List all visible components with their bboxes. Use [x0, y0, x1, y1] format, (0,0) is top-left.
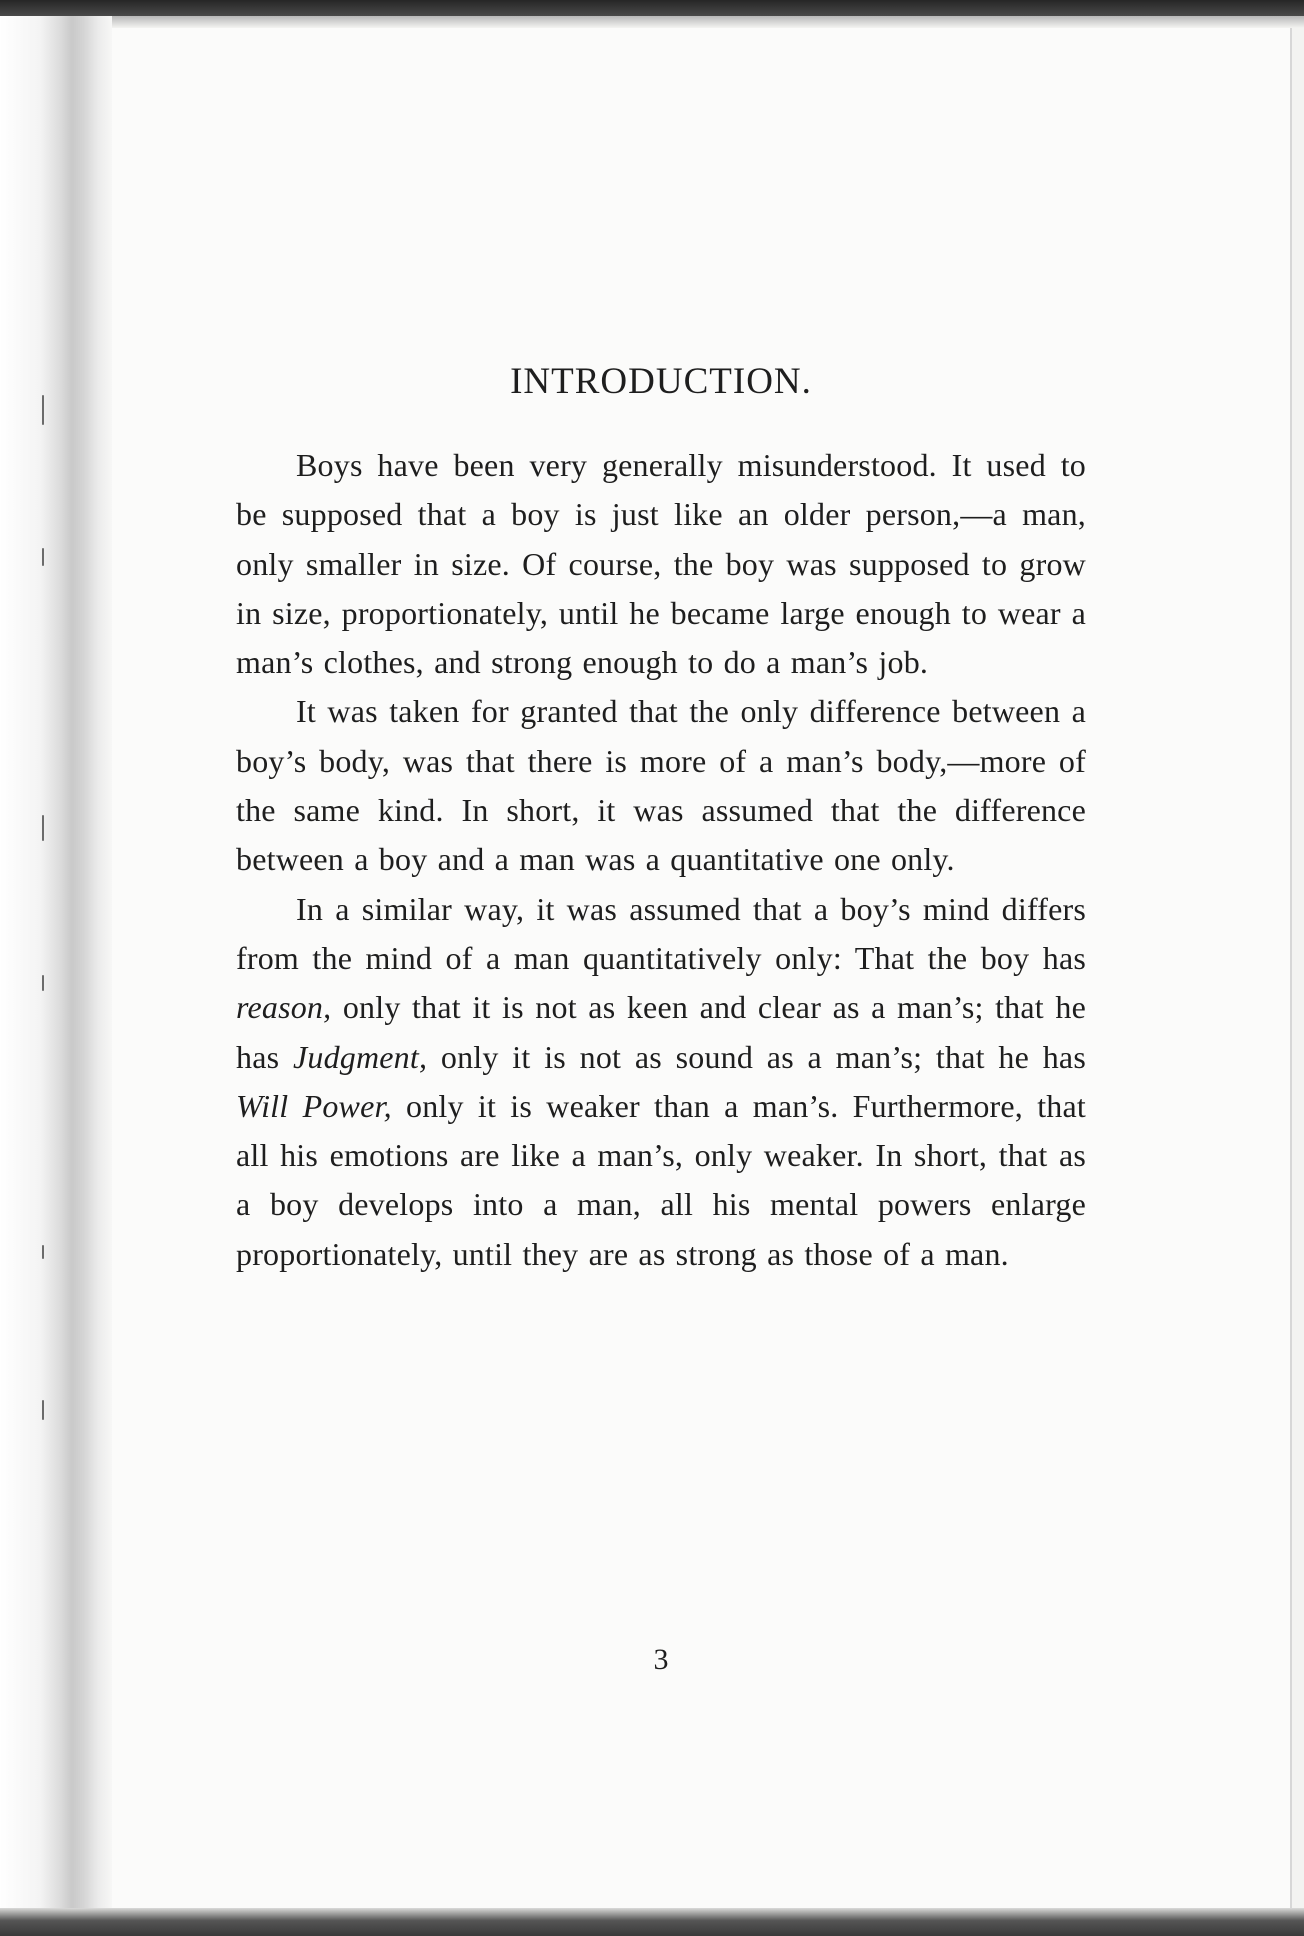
paragraph: [236, 441, 1086, 687]
italic-term: Judgment,: [292, 1038, 428, 1075]
gutter-binding-marks: [40, 0, 48, 1936]
page-text: [236, 360, 1086, 1279]
page-number: 3: [653, 1643, 669, 1676]
text-run: Boys have been very generally misunderstood. It used to be supposed that a boy is just like an older person,—a man, only smaller in size. Of course, the boy was supposed to grow in size, proportionately, until he became large enough to wear a man’s clothes, and strong enough to do a man’s job.: [236, 447, 1086, 681]
book-gutter: [0, 16, 112, 1908]
paragraph: [236, 687, 1086, 884]
text-run: only it is weaker than a man’s. Furthermore, that all his emotions are like a man’s, only weaker. In short, that as a boy develops into a man, all his mental powers enlarge proportionately, until they are as strong as those of a man.: [236, 1087, 1086, 1272]
text-run: only it is not as sound as a man’s; that he has: [427, 1038, 1086, 1075]
body-paragraphs: [236, 441, 1086, 1279]
page-right-edge: [1290, 28, 1292, 1908]
text-run: only that it is not as keen and clear as a man’s; that he has: [236, 989, 1086, 1075]
text-run: In a similar way, it was assumed that a boy’s mind differs from the mind of a man quantitatively only: That the boy has: [236, 890, 1086, 976]
text-run: It was taken for granted that the only difference between a boy’s body, was that there is more of a man’s body,—more of the same kind. In short, it was assumed that the difference between a boy and a man was a quantitative one only.: [236, 693, 1086, 878]
scan-edge-bottom: [0, 1908, 1304, 1936]
chapter-heading: INTRODUCTION.: [510, 361, 812, 402]
scan-edge-top-shadow: [0, 16, 1304, 28]
scan-edge-top: [0, 0, 1304, 16]
italic-term: Will Power,: [236, 1087, 392, 1124]
italic-term: reason,: [236, 989, 332, 1026]
paragraph: [236, 885, 1086, 1279]
